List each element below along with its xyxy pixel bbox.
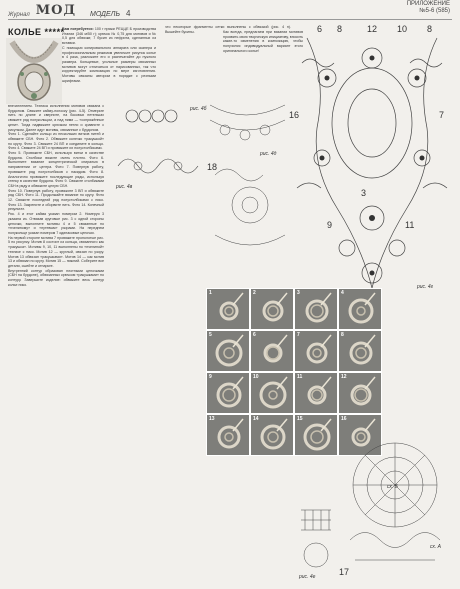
issue-number: №5-6 (585) [419,8,450,14]
figure-4v-label: рис. 4в [116,184,133,190]
step-photo-11 [294,372,338,414]
step-photo-8 [338,330,382,372]
model-label: МОДЕЛЬ [90,11,121,18]
crochet-ring-icon [251,331,293,371]
paragraph-motifs: На первой стороне мотива 7 провяжите прополотые рис. 5 по рисунку. Мотив 8 состоит из кольца, связанного как «ракушка». Мотивы 9, 10, 11 выполнены по «пчелиной» технике с пико. Мотив 12 — круглый, связан по узору. Мотив 13 обвязан «ракушками». Мотив 14 — как мотив 13 и обвязан по кругу. Мотив 15 — нижний. Соберите все детали, сшейте и отпарьте. [8,235,104,268]
lead-label: Вам потребуется: [62,27,94,31]
figure-4b-label: рис. 4б [190,106,207,112]
circular-diagram [335,430,455,580]
step-photo-number: 10 [253,374,259,380]
step-photo-number: 2 [253,290,256,296]
figure-4v [115,159,198,190]
supplement-label: ПРИЛОЖЕНИЕ [406,1,450,7]
step-photo-14 [250,414,294,456]
note-text: что некоторые фрагменты сетки выполнены с обвязкой (рис. 4 п). Вышейте бусины. [165,25,291,34]
paragraph-technique: впечатлением. Техника исполнения мотивов связана с бурдоном. Свяжите кайму-полоску (рис. 4-5). Отмерьте нить по длине и сверните, на боковых петельках свяжите ряд полукольцом, а над ними — «сопряжённые цепи». Тогда надвяжите крючком петли и сравните с рисунком. Далее идут мотивы, связанные с бурдоном. [8,104,104,132]
crochet-ring-icon [207,289,249,329]
step-photo-number: 9 [209,374,212,380]
paragraph-figure-4: Рис. 4 и этот кайма указан номером 2. Номеруя 3 указана из. Отвязав круговые рис. 3 с одной стороны цепочки, выполните мотивы 4 и 5 связанные по «пчелиному» и «путевым» узорами. На переднем полукольце указан номером 7 одинаковые цепочки. [8,212,104,235]
magazine-prefix: Журнал [8,12,30,18]
crochet-ring-icon [339,331,381,371]
lace-diagram [205,95,290,255]
scheme-a-label: сх. А [430,544,442,550]
crochet-ring-icon [207,373,249,413]
schematic-num-8b: 8 [427,24,433,34]
figure-4e-label: рис. 4е [299,574,316,580]
step-photo-number: 1 [209,290,212,296]
step-photo-4 [338,288,382,330]
step-photo-number: 4 [341,290,344,296]
instructions-column-1 [8,104,104,574]
step-photo-1 [206,288,250,330]
step-photo-7 [294,330,338,372]
schematic-num-8: 8 [337,24,343,34]
paragraph-photos-10-14: Фото 10. Повернув работу, провяжите 3 ВП и обвяжите ряд СБН. Фото 11. Продолжайте вязание по кругу. Фото 12. Свяжите последний ряд полустолбиками с пико. Фото 13. Закрепите и оборвите нить. Фото 14. Конечный результат. [8,188,104,212]
schematic-num-16: 16 [289,110,300,120]
step-photo-2 [250,288,294,330]
step-photo-5 [206,330,250,372]
article-title: КОЛЬЕ ***** [8,27,65,37]
scheme-b-label: сх. Б [387,484,398,490]
step-photo-number: 11 [297,374,303,380]
schematic-num-9: 9 [327,220,333,230]
crochet-ring-icon [207,331,249,371]
step-photo-3 [294,288,338,330]
figure-4b [126,106,207,122]
paragraph-finishing: Внутренний контур образован плотными цепочками (СБН на бурдоне), обвязанных крючком «ракушками» по контуру. Завершите изделие: обвяжите весь контур колье пико. [8,268,104,287]
schematic-num-6: 6 [317,24,323,34]
creativity-text: Как всегда, предлагаем при вязании мотивов проявить свою творческую инициативу, вносить какие-то изменения в композицию, чтобы получился индивидуальный вариант этого оригинального колье! [223,30,303,53]
step-photo-number: 12 [341,374,347,380]
step-photo-13 [206,414,250,456]
paragraph-intro: С помощью копировального аппарата или сканера и профессиональным режимом увеличьте рисунок колье в 4 раза, разложите его и распечатайте до нужного размера. Кольцевые, угольные размеры связанных мотивов могут отличаться от нарисованных, так что корректируйте композицию по мере изготовления. Мотивы связаны автором в порядке с резными шрифтами. [62,45,156,83]
step-photo-number: 8 [341,332,344,338]
figure-4g-label: рис. 4г [417,284,434,290]
paragraph-photos-5-9: Фото 5. Провяжите СБН, используя витки в качестве бурдона. Столбики вяжите очень плотно. Фото 6. Выполните вязание концентрической спиралью в направлении от центра. Фото 7. Повернув работу, провяжите ряд полустолбиков с накидом. Фото 8. Аналогично провяжите последующие ряды, используя стенку в качестве бурдона. Фото 9. Свяжите столбиками СБН в ряду и обвяжите целую СБН. [8,151,104,188]
paragraph-photos-1-4: Фото 1. Сделайте кольцо из нескольких витков нитей и обвяжите СБН. Фото 2. Обвяжите колечко «ракушкой» по кругу. Фото 3. Свяжите 24 ВП и соедините в кольцо. Фото 4. Свяжите 24 ВП и провяжите их полустолбиками. [8,132,104,151]
schematic-num-11: 11 [405,220,415,230]
stitch-diagram [297,500,335,580]
step-photo-number: 6 [253,332,256,338]
crochet-ring-icon [295,331,337,371]
step-photo-15 [294,414,338,456]
step-photo-6 [250,330,294,372]
schematic-num-7: 7 [439,110,445,120]
step-photo-number: 7 [297,332,300,338]
lace-num-18: 18 [207,162,218,172]
figure-4d-label: рис. 4д [260,151,277,157]
step-photo-number: 16 [341,416,347,422]
necklace-photo [6,38,62,104]
issue-info [407,1,450,15]
magazine-logo: МОД [35,3,77,18]
small-diagrams [110,96,220,221]
crochet-ring-icon [295,289,337,329]
step-photo-number: 15 [297,416,303,422]
crochet-ring-icon [339,289,381,329]
model-number: 4 [126,9,131,18]
schematic-num-12: 12 [367,24,378,34]
step-photo-number: 13 [209,416,215,422]
step-photo-9 [206,372,250,414]
step-photo-number: 3 [297,290,300,296]
crochet-ring-icon [251,289,293,329]
lead-text: 100 г пряжи РЕЦЦЕ Б производства Италии (346 м/50 г); крючок № 0,75 для мотивов и № 0,5 для обвязки; 7 бусин из нефрита, сделанных из вставки. [62,27,156,46]
step-photo-10 [250,372,294,414]
materials-text [62,27,156,104]
page-header [8,2,130,18]
step-photo-12 [338,372,382,414]
necklace-schematic [287,18,457,298]
schematic-num-3: 3 [361,188,367,198]
step-photo-number: 14 [253,416,259,422]
circular-num-17: 17 [339,567,350,577]
schematic-num-10: 10 [397,24,408,34]
step-photo-number: 5 [209,332,212,338]
